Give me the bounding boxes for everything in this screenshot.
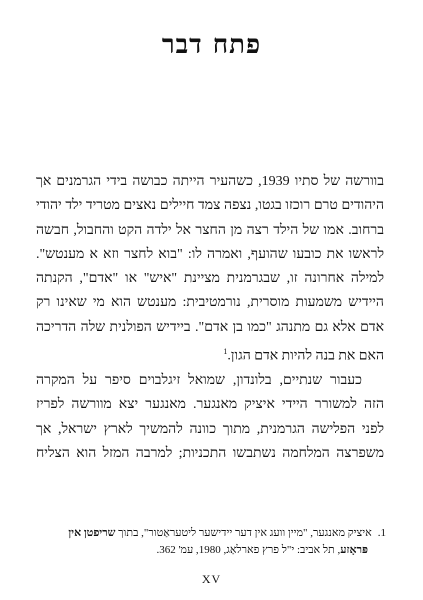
paragraph-line: למילה אחרונה זו, שבגרמנית מציינת "איש" או "אדם", הקנתה <box>36 271 384 287</box>
paragraph-line-text: האם את בנה להיות אדם הגון. <box>227 348 384 364</box>
paragraph-line: משפרצה המלחמה נשתבשו התכניות; למרבה המזל הוא הצליח <box>36 445 384 461</box>
paragraph-line: ברחוב. אמו של הילד רצה מן החצר אל ילדה הקט והחבול, חבשה <box>36 222 384 238</box>
footnote-line-2 <box>36 542 386 559</box>
footnote-number: 1. <box>377 527 386 539</box>
paragraph-2 <box>36 369 384 466</box>
paragraph-last-line <box>36 340 384 369</box>
paragraph-line: בוורשה של סתיו 1939, כשהעיר הייתה כבושה בידי הגרמנים אך <box>36 174 384 189</box>
paragraph-line: לפני הפלישה הגרמנית, מתוך כוונה להמשיך לארץ ישראל, אך <box>36 421 384 437</box>
paragraph-line: אדם אלא גם מתנהג "כמו בן אדם". ביידיש הפולנית שלה הדריכה <box>36 319 384 335</box>
paragraph-1 <box>36 170 384 369</box>
footnote-line-1 <box>36 525 386 542</box>
footnote-book-title-cont: פּראָזע <box>340 544 368 556</box>
page-number: XV <box>201 572 222 586</box>
paragraph-line: היהודים טרם רוכזו בגטו, נצפה צמד חיילים נאצים מטריד ילד יהודי <box>36 198 384 214</box>
chapter-title: פתח דבר <box>161 30 262 60</box>
paragraph-line: היידיש משמעות מוסרית, נורמטיבית: מענטש הוא מי שאינו רק <box>36 295 384 311</box>
paragraph-line: כעבור שנתיים, בלונדון, שמואל זיגלבוים סיפר על המקרה <box>36 373 362 389</box>
paragraph-line: לראשו את כובעו שהועף, ואמרה לו: "בוא לחצר וזא א מענטש". <box>36 246 384 262</box>
footnote-text-cont: , תל אביב: י"ל פרץ פארלאַג, 1980, עמ' 362. <box>156 544 341 556</box>
footnote-book-title: שריפטן אין <box>68 527 116 539</box>
footnote-reference: 1 <box>223 347 228 357</box>
footnote <box>36 525 386 559</box>
paragraph-line: הזה למשורר היידי איציק מאנגער. מאנגער יצא מוורשה לפריז <box>36 397 384 413</box>
body-text <box>36 170 384 466</box>
footnote-text: איציק מאנגער, "מיין וועג אין דער יידישער ליטעראַטור", בתוך <box>115 527 372 539</box>
